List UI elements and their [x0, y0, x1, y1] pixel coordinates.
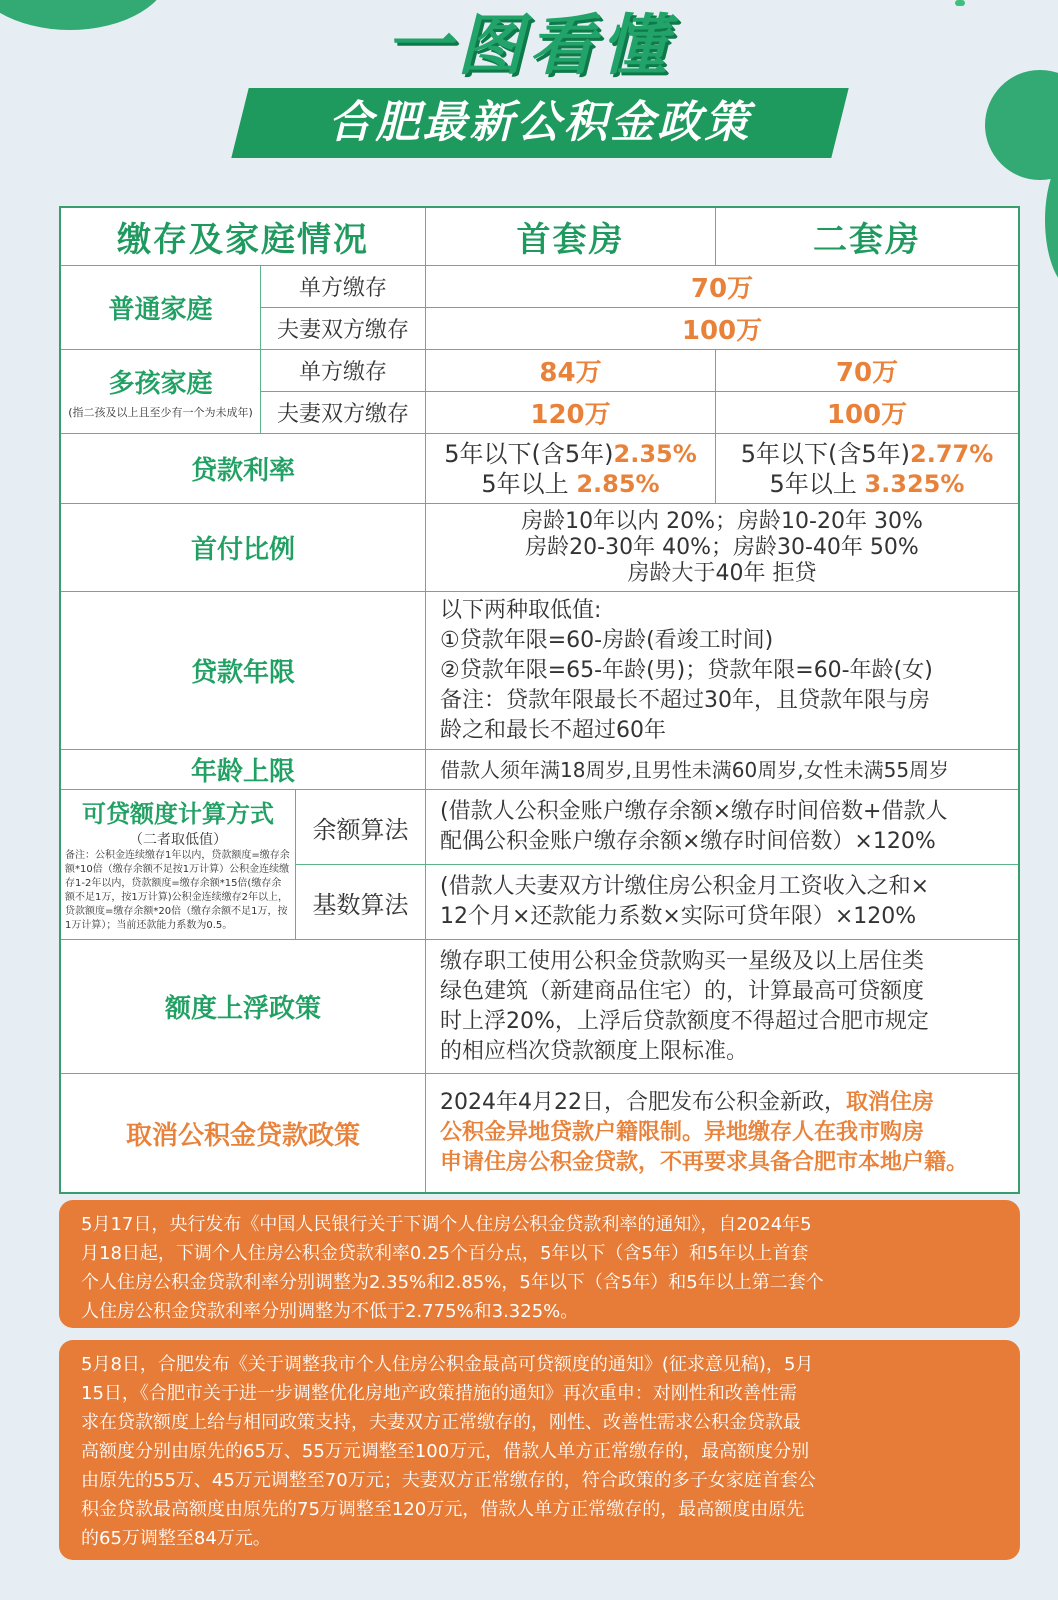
float-line3: 时上浮20%，上浮后贷款额度不得超过合肥市规定	[440, 1008, 929, 1034]
age-label-text: 年龄上限	[190, 757, 295, 787]
ordinary-single-label: 单方缴存	[261, 266, 426, 308]
quota-notice-line3: 求在贷款额度上给与相同政策支持，夫妻双方正常缴存的，刚性、改善性需求公积金贷款最	[81, 1412, 801, 1433]
header-situation: 缴存及家庭情况	[61, 208, 426, 266]
float-line1: 缴存职工使用公积金贷款购买一星级及以上居住类	[440, 948, 925, 974]
calc-note: 备注：公积金连续缴存1年以内，贷款额度=缴存余额*10倍（缴存余额不足按1万计算）公积金连续缴存1-2年以内，贷款额度=缴存余额*15倍(缴存余额不足1万，按1万计算)公积金连续缴存2年以上，贷款额度=缴存余额*20倍（缴存余额不足1万，按1万计算）；当前还款能力系数为0.5。	[65, 850, 290, 931]
multi-couple-label: 夫妻双方缴存	[261, 392, 426, 434]
multi-single-second: 70万	[716, 350, 1018, 392]
cancel-line2: 公积金异地贷款户籍限制。异地缴存人在我市购房	[440, 1120, 925, 1145]
calc-subtitle: （二者取低值）	[129, 832, 227, 848]
term-content	[426, 592, 1018, 750]
page-subtitle: 合肥最新公积金政策	[328, 97, 752, 148]
term-line1: 以下两种取低值:	[440, 597, 602, 623]
down-payment-label	[61, 504, 426, 592]
down-payment-content	[426, 504, 1018, 592]
header-second-home: 二套房	[716, 208, 1018, 266]
multi-single-label: 单方缴存	[261, 350, 426, 392]
rate-second-short-text: 5年以下(含5年)	[740, 439, 910, 468]
cancel-content	[426, 1074, 1018, 1192]
rate-second-long-text: 5年以上	[769, 469, 857, 498]
cancel-label	[61, 1074, 426, 1192]
rate-first-long-value: 2.85%	[576, 469, 660, 498]
quota-notice-line5: 由原先的55万、45万元调整至70万元；夫妻双方正常缴存的，符合政策的多子女家庭首套公	[81, 1470, 816, 1491]
age-content: 借款人须年满18周岁,且男性未满60周岁,女性未满55周岁	[426, 750, 1018, 790]
rate-notice-line1: 5月17日，央行发布《中国人民银行关于下调个人住房公积金贷款利率的通知》，自2024年5	[81, 1214, 812, 1235]
page-title: 一图看懂	[385, 7, 673, 84]
quota-notice-line7: 的65万调整至84万元。	[81, 1528, 271, 1549]
calc-balance-content	[426, 790, 1018, 865]
cancel-label-text: 取消公积金贷款政策	[125, 1120, 360, 1151]
float-line4: 的相应档次贷款额度上限标准。	[440, 1038, 749, 1064]
down-payment-line3: 房龄大于40年 拒贷	[627, 560, 817, 586]
rate-label	[61, 434, 426, 504]
ordinary-family-label	[61, 266, 261, 350]
term-line3: ②贷款年限=65-年龄(男)；贷款年限=60-年龄(女)	[440, 657, 933, 683]
multi-couple-first: 120万	[426, 392, 716, 434]
term-label-text: 贷款年限	[190, 658, 295, 688]
header-first-home: 首套房	[426, 208, 716, 266]
calc-label	[61, 790, 296, 940]
quota-notice-line2: 15日，《合肥市关于进一步调整优化房地产政策措施的通知》再次重申：对刚性和改善性需	[81, 1383, 797, 1404]
rate-notice-box	[59, 1200, 1020, 1328]
term-label	[61, 592, 426, 750]
ordinary-family-text: 普通家庭	[108, 295, 213, 325]
down-payment-line2: 房龄20-30年 40%；房龄30-40年 50%	[525, 534, 919, 560]
calc-balance-label: 余额算法	[296, 790, 426, 865]
cancel-line3: 申请住房公积金贷款，不再要求具备合肥市本地户籍。	[440, 1150, 969, 1175]
rate-second-home	[716, 434, 1018, 504]
calc-balance-line1: (借款人公积金账户缴存余额×缴存时间倍数+借款人	[440, 799, 948, 824]
calc-base-line1: (借款人夫妻双方计缴住房公积金月工资收入之和×	[440, 874, 930, 899]
calc-title: 可贷额度计算方式	[82, 800, 274, 828]
ordinary-couple-label: 夫妻双方缴存	[261, 308, 426, 350]
rate-notice-line2: 月18日起，下调个人住房公积金贷款利率0.25个百分点，5年以下（含5年）和5年以上首套	[81, 1243, 809, 1264]
term-line2: ①贷款年限=60-房龄(看竣工时间)	[440, 627, 774, 653]
policy-table	[59, 206, 1020, 1194]
rate-first-short-value: 2.35%	[613, 439, 697, 468]
rate-second-short-value: 2.77%	[910, 439, 994, 468]
float-label-text: 额度上浮政策	[164, 994, 321, 1024]
down-payment-label-text: 首付比例	[190, 535, 295, 565]
multi-child-label	[61, 350, 261, 434]
multi-child-note: (指二孩及以上且至少有一个为未成年)	[68, 406, 253, 419]
calc-balance-line2: 配偶公积金账户缴存余额×缴存时间倍数）×120%	[440, 829, 936, 854]
term-line4: 备注：贷款年限最长不超过30年，且贷款年限与房	[440, 687, 930, 713]
float-content	[426, 940, 1018, 1074]
float-line2: 绿色建筑（新建商品住宅）的，计算最高可贷额度	[440, 978, 925, 1004]
ordinary-couple-value: 100万	[426, 308, 1018, 350]
rate-notice-line3: 个人住房公积金贷款利率分别调整为2.35%和2.85%，5年以下（含5年）和5年以上第二套个	[81, 1272, 824, 1293]
quota-notice-line4: 高额度分别由原先的65万、55万元调整至100万元，借款人单方正常缴存的，最高额度分别	[81, 1441, 810, 1462]
calc-base-content	[426, 865, 1018, 940]
multi-single-first: 84万	[426, 350, 716, 392]
rate-notice-line4: 人住房公积金贷款利率分别调整为不低于2.775%和3.325%。	[81, 1301, 579, 1322]
calc-base-line2: 12个月×还款能力系数×实际可贷年限）×120%	[440, 904, 917, 929]
calc-base-label: 基数算法	[296, 865, 426, 940]
multi-couple-second: 100万	[716, 392, 1018, 434]
rate-first-long-text: 5年以上	[481, 469, 569, 498]
float-label	[61, 940, 426, 1074]
cancel-line1-plain: 2024年4月22日，合肥发布公积金新政，	[440, 1090, 846, 1115]
rate-first-short-text: 5年以下(含5年)	[444, 439, 614, 468]
quota-notice-box	[59, 1340, 1020, 1560]
rate-label-text: 贷款利率	[190, 456, 295, 486]
age-label	[61, 750, 426, 790]
rate-first-home	[426, 434, 716, 504]
quota-notice-line1: 5月8日，合肥发布《关于调整我市个人住房公积金最高可贷额度的通知》(征求意见稿)，5月	[81, 1354, 814, 1375]
down-payment-line1: 房龄10年以内 20%；房龄10-20年 30%	[521, 508, 923, 534]
multi-child-text: 多孩家庭	[108, 369, 213, 399]
quota-notice-line6: 积金贷款最高额度由原先的75万调整至120万元，借款人单方正常缴存的，最高额度由原先	[81, 1499, 805, 1520]
ordinary-single-value: 70万	[426, 266, 1018, 308]
cancel-line1-highlight: 取消住房	[845, 1090, 934, 1115]
term-line5: 龄之和最长不超过60年	[440, 717, 666, 743]
rate-second-long-value: 3.325%	[864, 469, 965, 498]
